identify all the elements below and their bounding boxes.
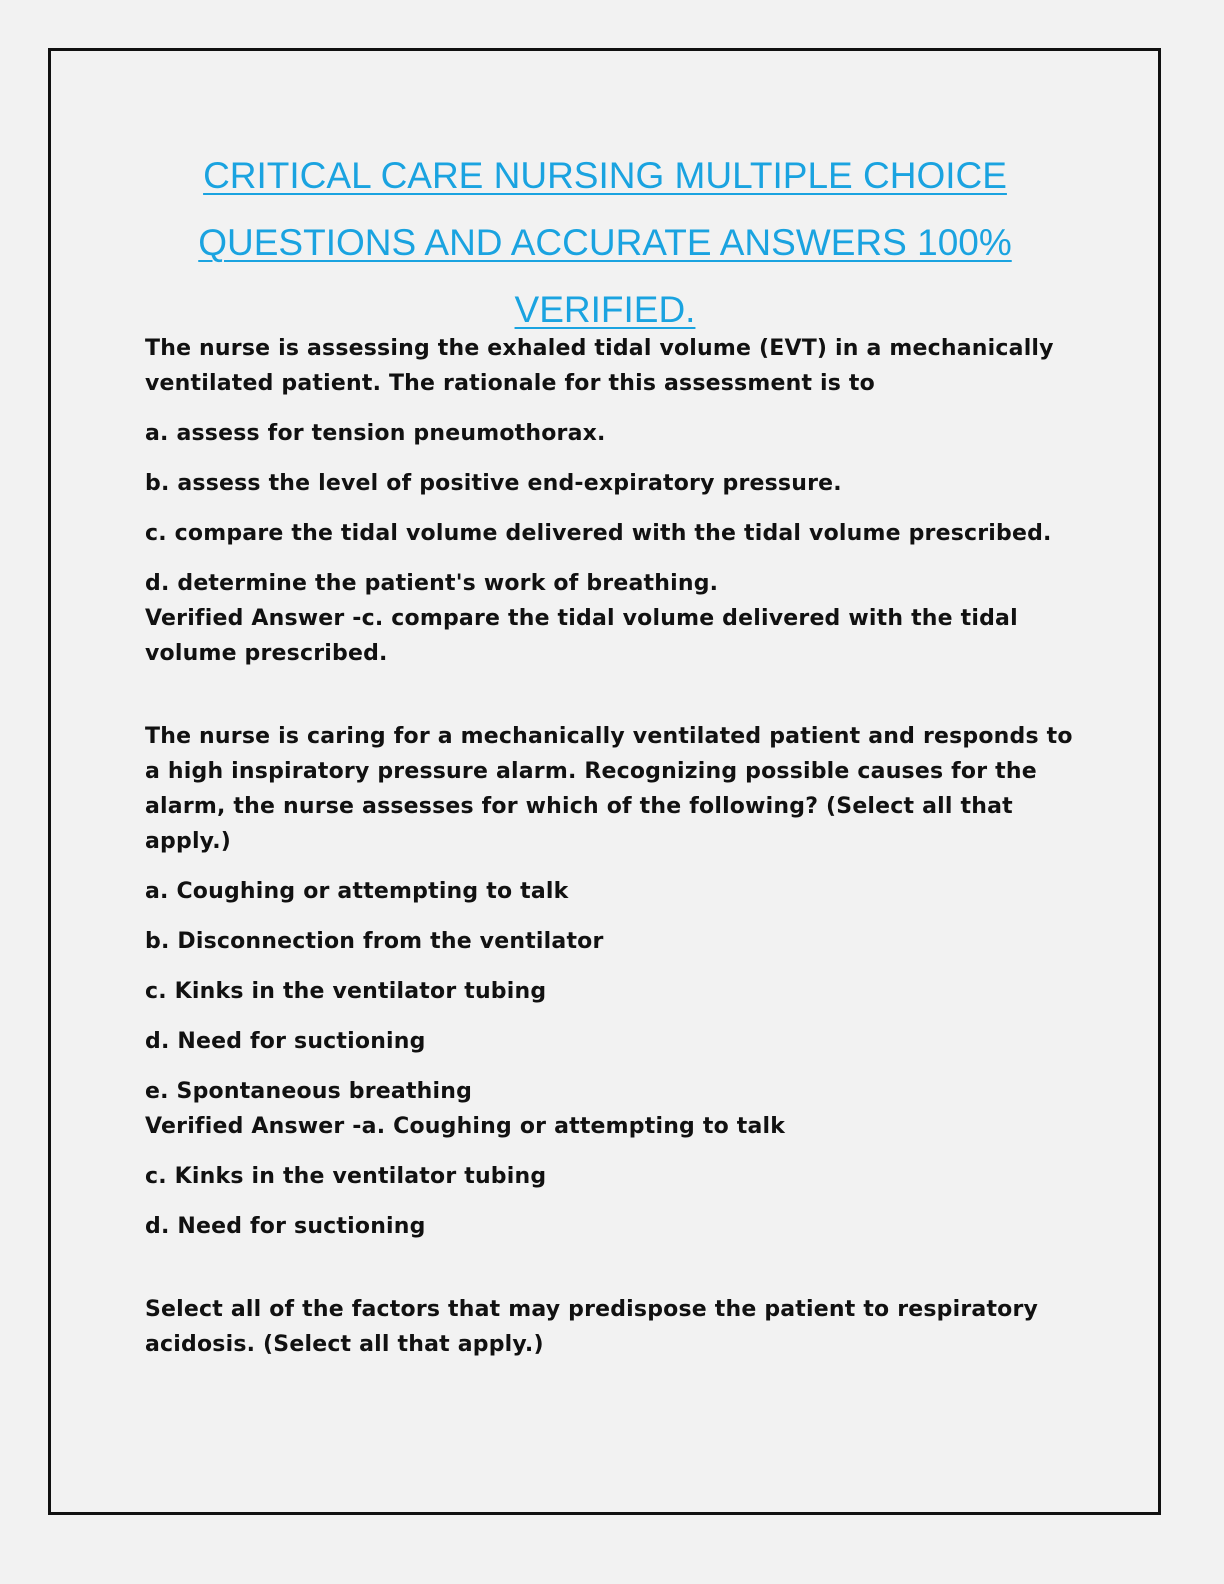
question-block bbox=[145, 331, 1075, 671]
spacer bbox=[145, 1244, 1075, 1292]
answer-option: b. Disconnection from the ventilator bbox=[145, 929, 604, 954]
document-title: CRITICAL CARE NURSING MULTIPLE CHOICE QUESTIONS AND ACCURATE ANSWERS 100% VERIFIED. bbox=[198, 155, 1012, 330]
verified-answer: Verified Answer -c. compare the tidal volume delivered with the tidal volume prescribed. bbox=[145, 606, 1018, 666]
question-block bbox=[145, 1292, 1075, 1362]
answer-option: d. determine the patient's work of breathing. bbox=[145, 571, 719, 596]
verified-answer: Verified Answer -a. Coughing or attempting to talk bbox=[145, 1114, 786, 1139]
question-text: Select all of the factors that may predispose the patient to respiratory acidosis. (Select all that apply.) bbox=[145, 1297, 1039, 1357]
answer-option: a. Coughing or attempting to talk bbox=[145, 879, 569, 904]
spacer bbox=[145, 671, 1075, 719]
answer-option: a. assess for tension pneumothorax. bbox=[145, 421, 606, 446]
answer-option: d. Need for suctioning bbox=[145, 1029, 426, 1054]
answer-option: c. Kinks in the ventilator tubing bbox=[145, 979, 547, 1004]
document-content bbox=[145, 331, 1075, 1362]
verified-answer-extra: d. Need for suctioning bbox=[145, 1214, 426, 1239]
answer-option: b. assess the level of positive end-expiratory pressure. bbox=[145, 471, 842, 496]
answer-option: e. Spontaneous breathing bbox=[145, 1079, 473, 1104]
question-block bbox=[145, 719, 1075, 1244]
verified-answer-extra: c. Kinks in the ventilator tubing bbox=[145, 1164, 547, 1189]
question-text: The nurse is assessing the exhaled tidal volume (EVT) in a mechanically ventilated patient. The rationale for this assessment is to bbox=[145, 336, 1054, 396]
answer-option: c. compare the tidal volume delivered with the tidal volume prescribed. bbox=[145, 521, 1052, 546]
question-text: The nurse is caring for a mechanically ventilated patient and responds to a high inspiratory pressure alarm. Recognizing possible causes for the alarm, the nurse assesses for which of the following? (Select all that apply.) bbox=[145, 724, 1073, 854]
